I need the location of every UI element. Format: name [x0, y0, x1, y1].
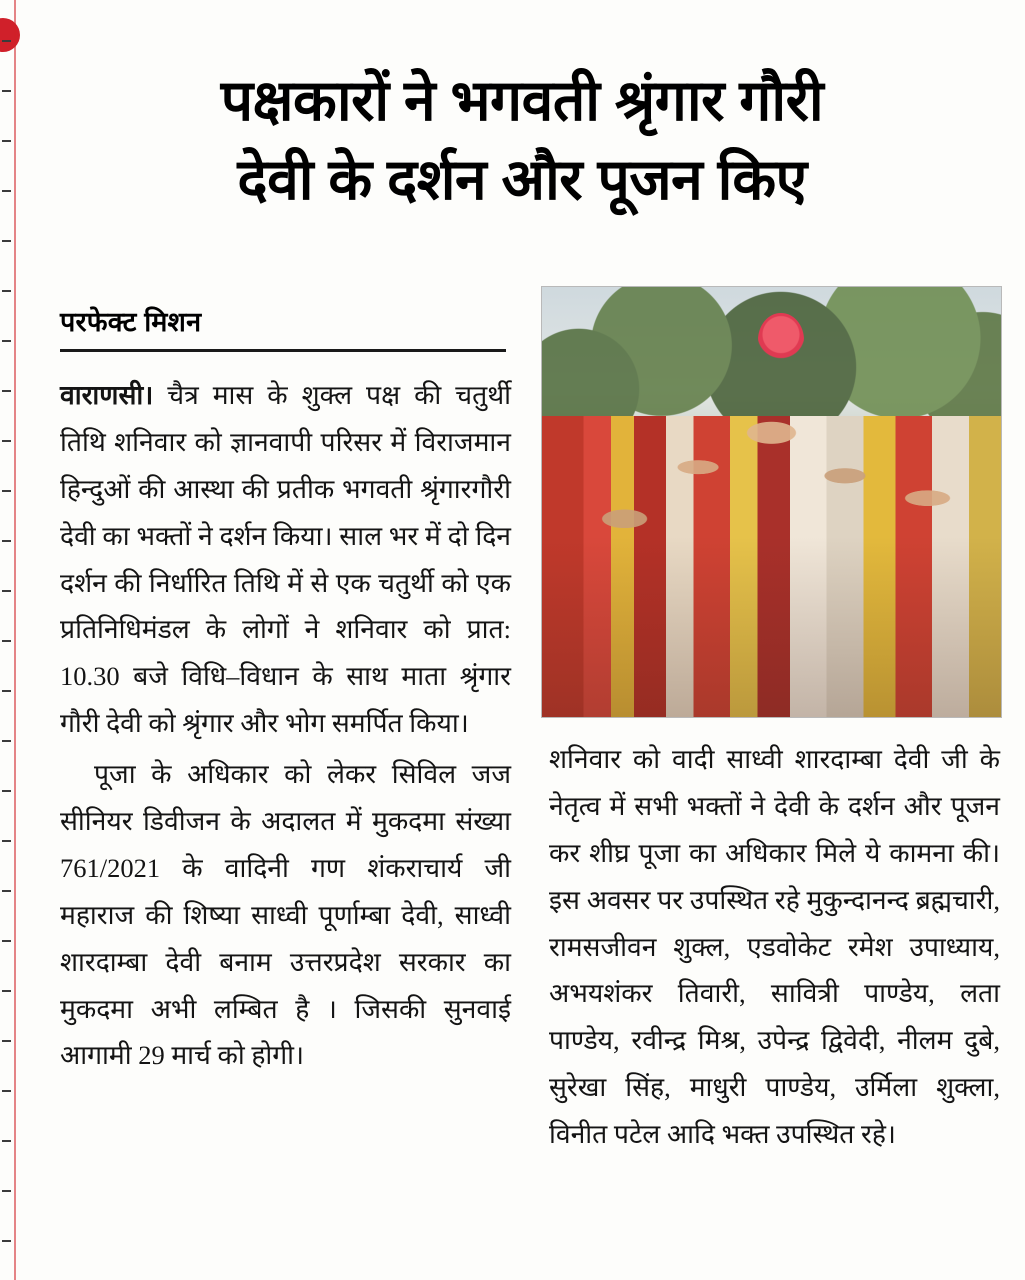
photo-raised-arms [542, 364, 1001, 536]
paragraph-left-1-text: चैत्र मास के शुक्ल पक्ष की चतुर्थी तिथि शनिवार को ज्ञानवापी परिसर में विराजमान हिन्दुओं की आस्था की प्रतीक भगवती श्रृंगारगौरी देवी का भक्तों ने दर्शन किया। साल भर में दो दिन दर्शन की निर्धारित तिथि में से एक चतुर्थी को एक प्रतिनिधिमंडल के लोगों ने शनिवार को प्रात: 10.30 बजे विधि–विधान के साथ माता श्रृंगार गौरी देवी को श्रृंगार और भोग समर्पित किया। [60, 380, 511, 739]
article-content [52, 0, 1000, 1280]
photo-flower-garland [758, 313, 804, 367]
left-margin-rule [14, 0, 16, 1280]
article-photo [541, 286, 1002, 718]
kicker-divider [60, 349, 506, 352]
article-columns [52, 280, 1000, 1158]
section-kicker: परफेक्ट मिशन [60, 307, 202, 337]
dateline: वाराणसी। [60, 380, 154, 410]
page-edge-ticks [2, 0, 12, 1280]
headline-line-1: पक्षकारों ने भगवती श्रृंगार गौरी [220, 69, 824, 133]
paragraph-right-1: शनिवार को वादी साध्वी शारदाम्बा देवी जी के नेतृत्व में सभी भक्तों ने देवी के दर्शन और पूजन कर शीघ्र पूजा का अधिकार मिले ये कामना की। इस अवसर पर उपस्थित रहे मुकुन्दानन्द ब्रह्मचारी, रामसजीवन शुक्ल, एडवोकेट रमेश उपाध्याय, अभयशंकर तिवारी, सावित्री पाण्डेय, लता पाण्डेय, रवीन्द्र मिश्र, उपेन्द्र द्विवेदी, नीलम दुबे, सुरेखा सिंह, माधुरी पाण्डेय, उर्मिला शुक्ला, विनीत पटेल आदि भक्त उपस्थित रहे। [549, 744, 1000, 1150]
paragraph-left-2 [60, 751, 511, 1079]
column-right [541, 280, 1000, 1158]
page-title [52, 62, 1000, 219]
paragraph-left-1 [60, 372, 511, 747]
headline-line-2: देवी के दर्शन और पूजन किए [237, 147, 807, 212]
paragraph-left-2-text: पूजा के अधिकार को लेकर सिविल जज सीनियर डिवीजन के अदालत में मुकदमा संख्या 761/2021 के वादिनी गण शंकराचार्य जी महाराज की शिष्या साध्वी पूर्णाम्बा देवी, साध्वी शारदाम्बा देवी बनाम उत्तरप्रदेश सरकार का मुकदमा अभी लम्बित है । जिसकी सुनवाई आगामी 29 मार्च को होगी। [60, 759, 511, 1071]
column-left [52, 280, 511, 1158]
